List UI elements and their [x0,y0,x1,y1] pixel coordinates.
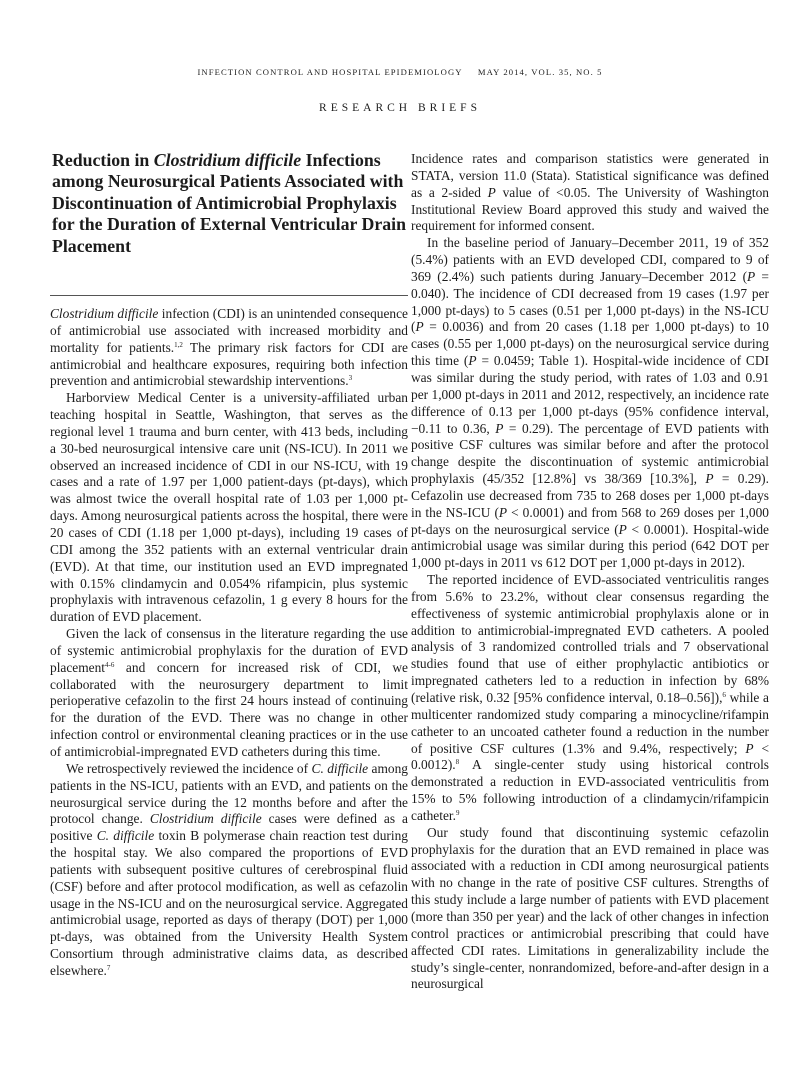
paragraph [50,761,408,980]
text-run: The reported incidence of EVD-associated ventriculitis ranges from 5.6% to 23.2%, without clear consensus regarding the effectiveness of systemic antimicrobial prophylaxis alone or in addition to antimicrobial-impregnated EVD catheters. A pooled analysis of 3 randomized controlled trials and 7 observational studies found that use of either prophylactic antibiotics or impregnated catheters led to a reduction in infection by 68% (relative risk, 0.32 [95% confidence interval, 0.18–0.56]), [411,572,769,705]
italic-text: C. difficile [311,760,369,776]
text-run: infection (CDI) is an unintended consequence of antimicrobial use associated with increased morbidity and mortality for patients. [50,306,408,355]
running-head [0,67,800,77]
text-run: Given the lack of consensus in the literature regarding the use of systemic antimicrobial prophylaxis for the duration of EVD placement [50,626,408,675]
italic-text: Clostridium difficile [153,150,302,170]
italic-text: P [415,319,424,335]
italic-text: Clostridium difficile [50,306,159,322]
citation-ref: 7 [106,963,111,972]
text-run: A single-center study using historical controls demonstrated a reduction in EVD-associated ventriculitis from 15% to 5% following introduction of a clindamycin/rifampicin catheter. [411,757,769,823]
italic-text: P [747,268,756,284]
text-run: toxin B polymerase chain reaction test during the hospital stay. We also compared the proportions of EVD patients with subsequent positive cultures of cerebrospinal fluid (CSF) before and after protocol modification, as well as cefazolin usage in the NS-ICU and on the neurosurgical service. Aggregated antimicrobial usage, reported as days of therapy (DOT) per 1,000 pt-days, was obtained from the University Health System Consortium through administrative claims data, as described elsewhere. [50,828,408,978]
left-column [50,150,408,980]
citation-ref: 1,2 [174,340,183,349]
text-run: = 0.0459; Table 1). Hospital-wide incidence of CDI was similar during the study period, with rates of 1.03 and 0.91 per 1,000 pt-days in 2011 and 2012, respectively, an incidence rate difference of 0.13 per 1,000 pt-days (95% confidence interval, −0.11 to 0.36, [411,353,769,436]
paragraph [50,306,408,390]
paragraph [411,825,769,993]
article-title [50,150,408,257]
text-run: among patients in the NS-ICU, patients with an EVD, and patients on the neurosurgical service during the 12 months before and after the protocol change. [50,760,408,827]
text-run: value of <0.05. The University of Washington Institutional Review Board approved this study and waived the requirement for informed consent. [411,184,770,234]
text-run: < 0.0001) and from 568 to 269 doses per 1,000 pt-days on the neurosurgical service ( [411,504,770,537]
citation-ref: 9 [455,808,460,817]
text-run: Incidence rates and comparison statistics were generated in STATA, version 11.0 (Stata). Statistical significance was defined as a 2-sided [411,151,769,200]
journal-name: INFECTION CONTROL AND HOSPITAL EPIDEMIOLOGY [197,67,463,77]
left-column-body [50,306,408,980]
issue-info: MAY 2014, VOL. 35, NO. 5 [477,67,603,77]
italic-text: C. difficile [96,828,155,844]
text-run: Our study found that discontinuing systemic cefazolin prophylaxis for the duration that an EVD remained in place was associated with a reduction in CDI among neurosurgical patients with no change in the rate of positive CSF cultures. Strengths of this study include a large number of patients with EVD placement (more than 350 per year) and the lack of other changes in infection control practices or antimicrobial prescribing that could have affected CDI rates. Limitations in generalizability include the study’s single-center, nonrandomized, before-and-after design in a neurosurgical [411,824,769,992]
text-run: We retrospectively reviewed the incidence of [66,760,312,776]
paragraph [411,235,769,572]
citation-ref: 8 [455,758,460,767]
text-run: and concern for increased risk of CDI, we collaborated with the neurosurgery department to limit perioperative cefazolin to the first 24 hours instead of continuing for the duration of the EVD. There was no change in other infection control or environmental cleaning practices or in the use of antimicrobial-impregnated EVD catheters during this time. [50,659,408,759]
text-run: Harborview Medical Center is a university-affiliated urban teaching hospital in Seattle, Washington, that serves as the regional level 1 trauma and burn center, with 413 beds, including a 30-bed neurosurgical intensive care unit (NS-ICU). In 2011 we observed an increased incidence of CDI in our NS-ICU, with 19 cases and a rate of 1.97 per 1,000 patient-days (pt-days), which was almost twice the overall hospital rate of 1.03 per 1,000 pt-days. Among neurosurgical patients across the hospital, there were 20 cases of CDI (1.18 per 1,000 pt-days), including 19 cases of CDI among the 352 patients with an external ventricular drain (EVD). At that time, our institution used an EVD impregnated with 0.15% clindamycin and 0.054% rifampicin, plus systemic prophylaxis with intravenous cefazolin, 1 g every 8 hours for the duration of EVD placement. [50,390,408,625]
text-run: cases were defined as a positive [50,811,408,844]
section-heading: RESEARCH BRIEFS [319,102,481,114]
italic-text: P [705,471,714,487]
text-run: Reduction in [52,150,154,170]
text-run: = 0.29). The percentage of EVD patients with positive CSF cultures was similar before and after the protocol change despite the discontinuation of systemic antimicrobial prophylaxis (45/352 [12.8%] vs 38/369 [10.3%], [411,420,770,487]
italic-text: P [498,504,508,520]
italic-text: P [487,184,496,200]
text-run: < 0.0012). [411,740,770,773]
italic-text: P [468,353,477,369]
text-run: = 0.040). The incidence of CDI decreased from 19 cases (1.97 per 1,000 pt-days) to 5 cases (0.51 per 1,000 pt-days) in the NS-ICU ( [411,268,769,335]
text-run: = 0.29). Cefazolin use decreased from 735 to 268 doses per 1,000 pt-days in the NS-ICU ( [411,471,769,520]
paragraph [411,151,769,235]
italic-text: Clostridium difficile [149,811,262,827]
text-run: In the baseline period of January–December 2011, 19 of 352 (5.4%) patients with an EVD developed CDI, compared to 9 of 369 (2.4%) such patients during January–December 2012 ( [411,235,769,284]
citation-ref: 6 [722,691,726,699]
italic-text: P [495,420,504,436]
text-run: Infections among Neurosurgical Patients Associated with Discontinuation of Antimicrobial Prophylaxis for the Duration of External Ventricular Drain Placement [52,150,406,256]
paragraph [411,572,769,825]
text-run: = 0.0036) and from 20 cases (1.18 per 1,000 pt-days) to 10 cases (0.55 per 1,000 pt-days) on the neurosurgical service during this time ( [411,319,769,369]
italic-text: P [745,740,754,756]
title-rule [50,295,408,296]
text-run: while a multicenter randomized study comparing a minocycline/rifampin catheter to an uncoated catheter found a reduction in the number of positive CSF cultures (1.3% and 9.4%, respectively; [411,690,769,756]
citation-ref: 4-6 [105,660,115,669]
paragraph [50,390,408,626]
italic-text: P [618,521,627,537]
citation-ref: 3 [348,374,353,383]
right-column-body [411,151,769,993]
text-run: < 0.0001). Hospital-wide antimicrobial usage was similar during this period (642 DOT per 1,000 pt-days in 2011 vs 612 DOT per 1,000 pt-days in 2012). [411,521,769,571]
text-run: The primary risk factors for CDI are antimicrobial and healthcare exposures, requiring both infection prevention and antimicrobial stewardship interventions. [50,339,408,389]
paragraph [50,626,408,761]
right-column [411,150,769,993]
